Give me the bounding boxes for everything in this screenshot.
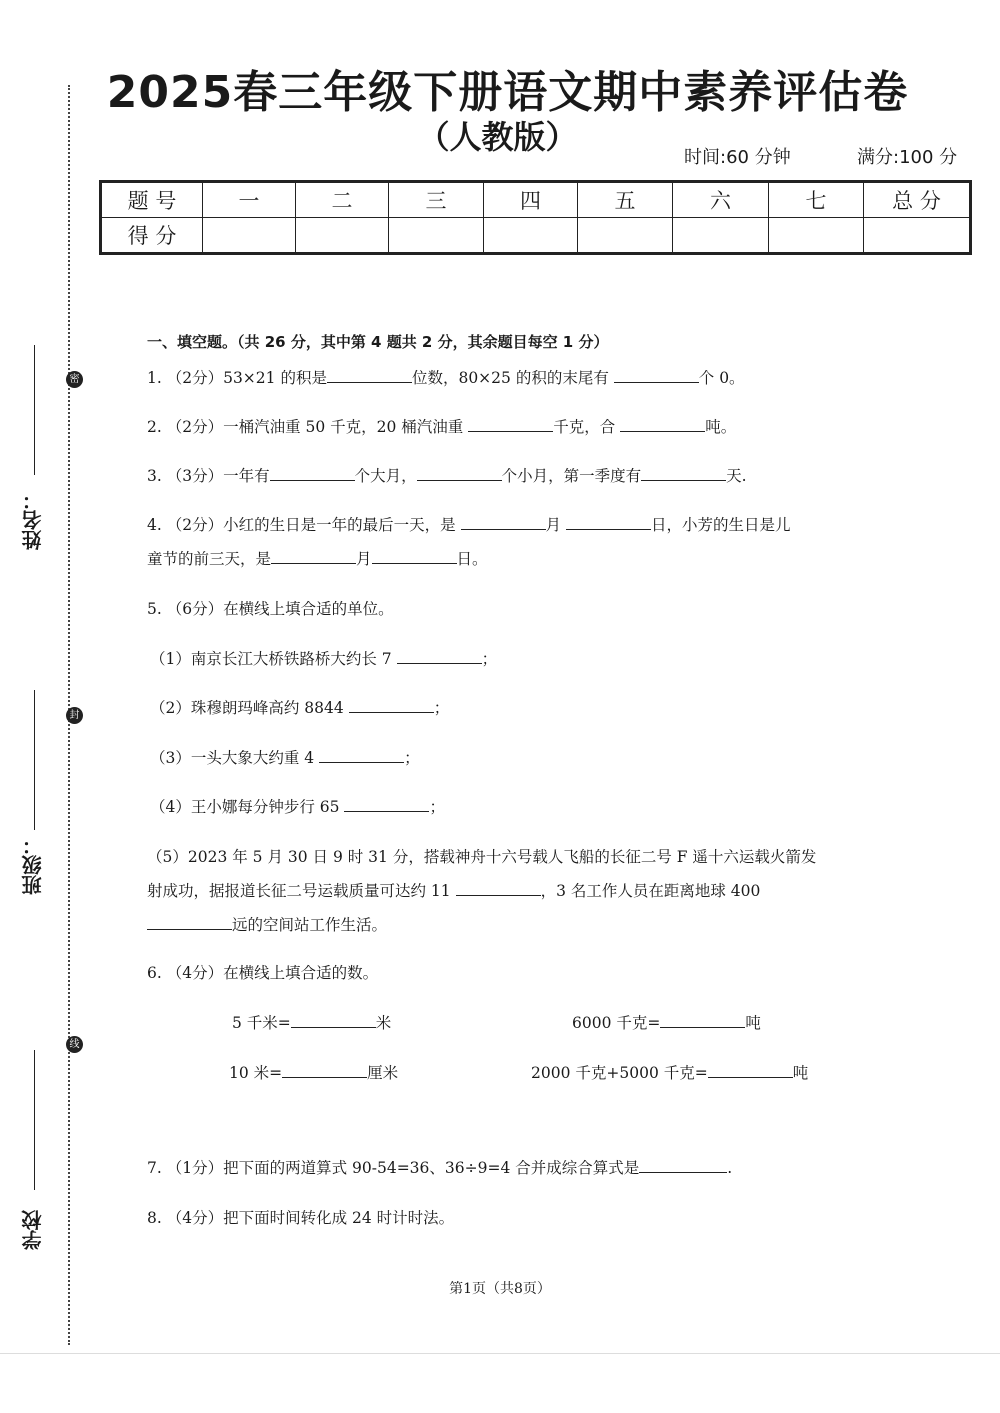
q7-text-a: 7. （1分）把下面的两道算式 90-54=36、36÷9=4 合并成综合算式是	[147, 1159, 640, 1177]
answer-blank[interactable]	[349, 698, 434, 713]
q6-b-left: 6000 千克=	[572, 1014, 661, 1032]
q4-text-d: 童节的前三天，是	[147, 550, 272, 568]
header-cell: 六	[673, 182, 769, 218]
q3-text-b: 个大月，	[354, 467, 417, 485]
question-5-5-line-3	[147, 913, 387, 935]
q1-text-c: 个 0。	[698, 369, 745, 387]
header-cell: 题 号	[101, 182, 203, 218]
q4-text-a: 4. （2分）小红的生日是一年的最后一天，是	[147, 516, 456, 534]
answer-blank[interactable]	[147, 915, 232, 930]
q6-a-left: 5 千米=	[232, 1014, 291, 1032]
semicolon: ；	[433, 699, 450, 717]
answer-blank[interactable]	[614, 368, 699, 383]
name-label: 姓名：	[21, 490, 45, 550]
page-edge	[0, 1353, 1000, 1354]
school-line	[34, 1050, 35, 1190]
question-6-a	[232, 1011, 391, 1033]
score-cell	[389, 218, 484, 254]
q6-d-left: 2000 千克+5000 千克=	[531, 1064, 708, 1082]
score-cell	[769, 218, 864, 254]
question-5-1	[150, 647, 497, 669]
semicolon: ；	[481, 650, 498, 668]
header-cell: 四	[484, 182, 578, 218]
answer-blank[interactable]	[620, 417, 705, 432]
answer-blank[interactable]	[291, 1013, 376, 1028]
answer-blank[interactable]	[327, 368, 412, 383]
q3-text-c: 个小月，第一季度有	[501, 467, 642, 485]
score-cell	[296, 218, 389, 254]
q1-text-a: 1. （2分）53×21 的积是	[147, 369, 327, 387]
seal-feng: 封	[66, 707, 83, 724]
header-cell: 七	[769, 182, 864, 218]
full-score: 满分:100 分	[857, 147, 958, 168]
answer-blank[interactable]	[660, 1013, 745, 1028]
question-6-b	[572, 1011, 761, 1033]
question-6-c	[229, 1061, 398, 1083]
question-4-line-2	[147, 547, 488, 569]
q5-5-text-d: 远的空间站工作生活。	[232, 916, 388, 934]
q3-text-d: 天.	[726, 467, 747, 485]
section-title: 一、填空题。（共 26 分，其中第 4 题共 2 分，其余题目每空 1 分）	[147, 333, 609, 351]
q6-a-unit: 米	[375, 1014, 392, 1032]
answer-blank[interactable]	[397, 649, 482, 664]
answer-blank[interactable]	[344, 797, 429, 812]
q4-text-c: 日，小芳的生日是儿	[650, 516, 791, 534]
q5-2-text: （2）珠穆朗玛峰高约 8844	[150, 699, 344, 717]
q5-4-text: （4）王小娜每分钟步行 65	[150, 798, 340, 816]
answer-blank[interactable]	[639, 1158, 727, 1173]
q4-text-f: 日。	[456, 550, 488, 568]
question-4-line-1	[147, 513, 791, 535]
class-label: 班级：	[21, 835, 45, 895]
question-5-stem: 5. （6分）在横线上填合适的单位。	[147, 600, 394, 618]
header-cell: 五	[578, 182, 673, 218]
seal-mi: 密	[66, 371, 83, 388]
question-8: 8. （4分）把下面时间转化成 24 时计时法。	[147, 1209, 455, 1227]
question-5-5-line-2	[147, 879, 760, 901]
header-cell: 总 分	[864, 182, 971, 218]
q2-text-b: 千克，合	[553, 418, 616, 436]
answer-blank[interactable]	[282, 1063, 367, 1078]
q5-1-text: （1）南京长江大桥铁路桥大约长 7	[150, 650, 392, 668]
question-3	[147, 464, 747, 486]
question-1	[147, 366, 745, 388]
q6-c-unit: 厘米	[367, 1064, 399, 1082]
question-5-2	[150, 696, 449, 718]
question-2	[147, 415, 736, 437]
score-row-label: 得 分	[101, 218, 203, 254]
score-cell	[484, 218, 578, 254]
answer-blank[interactable]	[708, 1063, 793, 1078]
name-line	[34, 345, 35, 475]
answer-blank[interactable]	[461, 515, 546, 530]
q6-c-left: 10 米=	[229, 1064, 283, 1082]
answer-blank[interactable]	[372, 549, 457, 564]
q2-text-c: 吨。	[705, 418, 737, 436]
semicolon: ；	[404, 749, 420, 767]
score-table-score-row	[101, 218, 971, 254]
score-table-header-row	[101, 182, 971, 218]
score-cell	[673, 218, 769, 254]
score-cell	[578, 218, 673, 254]
question-6-stem: 6. （4分）在横线上填合适的数。	[147, 964, 379, 982]
question-5-3	[150, 746, 420, 768]
question-5-4	[150, 795, 445, 817]
header-cell: 二	[296, 182, 389, 218]
page-title: 2025春三年级下册语文期中素养评估卷	[106, 67, 909, 118]
question-7	[147, 1156, 732, 1178]
answer-blank[interactable]	[271, 549, 356, 564]
answer-blank[interactable]	[456, 881, 541, 896]
answer-blank[interactable]	[468, 417, 553, 432]
header-cell: 一	[203, 182, 296, 218]
q3-text-a: 3. （3分）一年有	[147, 467, 270, 485]
header-cell: 三	[389, 182, 484, 218]
q5-5-text-c: ，3 名工作人员在距离地球 400	[540, 882, 761, 900]
score-table	[99, 180, 972, 255]
class-line	[34, 690, 35, 830]
q5-3-text: （3）一头大象大约重 4	[150, 749, 315, 767]
school-label: 学校	[21, 1210, 45, 1250]
q4-text-e: 月	[356, 550, 372, 568]
answer-blank[interactable]	[417, 466, 502, 481]
question-5-5-line-1: （5）2023 年 5 月 30 日 9 时 31 分，搭载神舟十六号载人飞船的长征二号 F 遥十六运载火箭发	[147, 848, 817, 866]
q6-b-unit: 吨	[745, 1014, 761, 1032]
q7-text-b: .	[727, 1159, 733, 1177]
answer-blank[interactable]	[319, 748, 404, 763]
exam-time: 时间:60 分钟	[684, 147, 791, 168]
answer-blank[interactable]	[566, 515, 651, 530]
seal-xian: 线	[66, 1036, 83, 1053]
score-cell	[864, 218, 971, 254]
q5-5-text-b: 射成功，据报道长征二号运载质量可达约 11	[147, 882, 451, 900]
q2-text-a: 2. （2分）一桶汽油重 50 千克，20 桶汽油重	[147, 418, 464, 436]
score-cell	[203, 218, 296, 254]
answer-blank[interactable]	[641, 466, 726, 481]
semicolon: ；	[429, 798, 445, 816]
q1-text-b: 位数，80×25 的积的末尾有	[411, 369, 609, 387]
page-subtitle: （人教版）	[417, 118, 578, 156]
q6-d-unit: 吨	[792, 1064, 809, 1082]
page-footer: 第1页（共8页）	[449, 1281, 551, 1297]
question-6-d	[531, 1061, 808, 1083]
q4-text-b: 月	[545, 516, 562, 534]
answer-blank[interactable]	[270, 466, 355, 481]
